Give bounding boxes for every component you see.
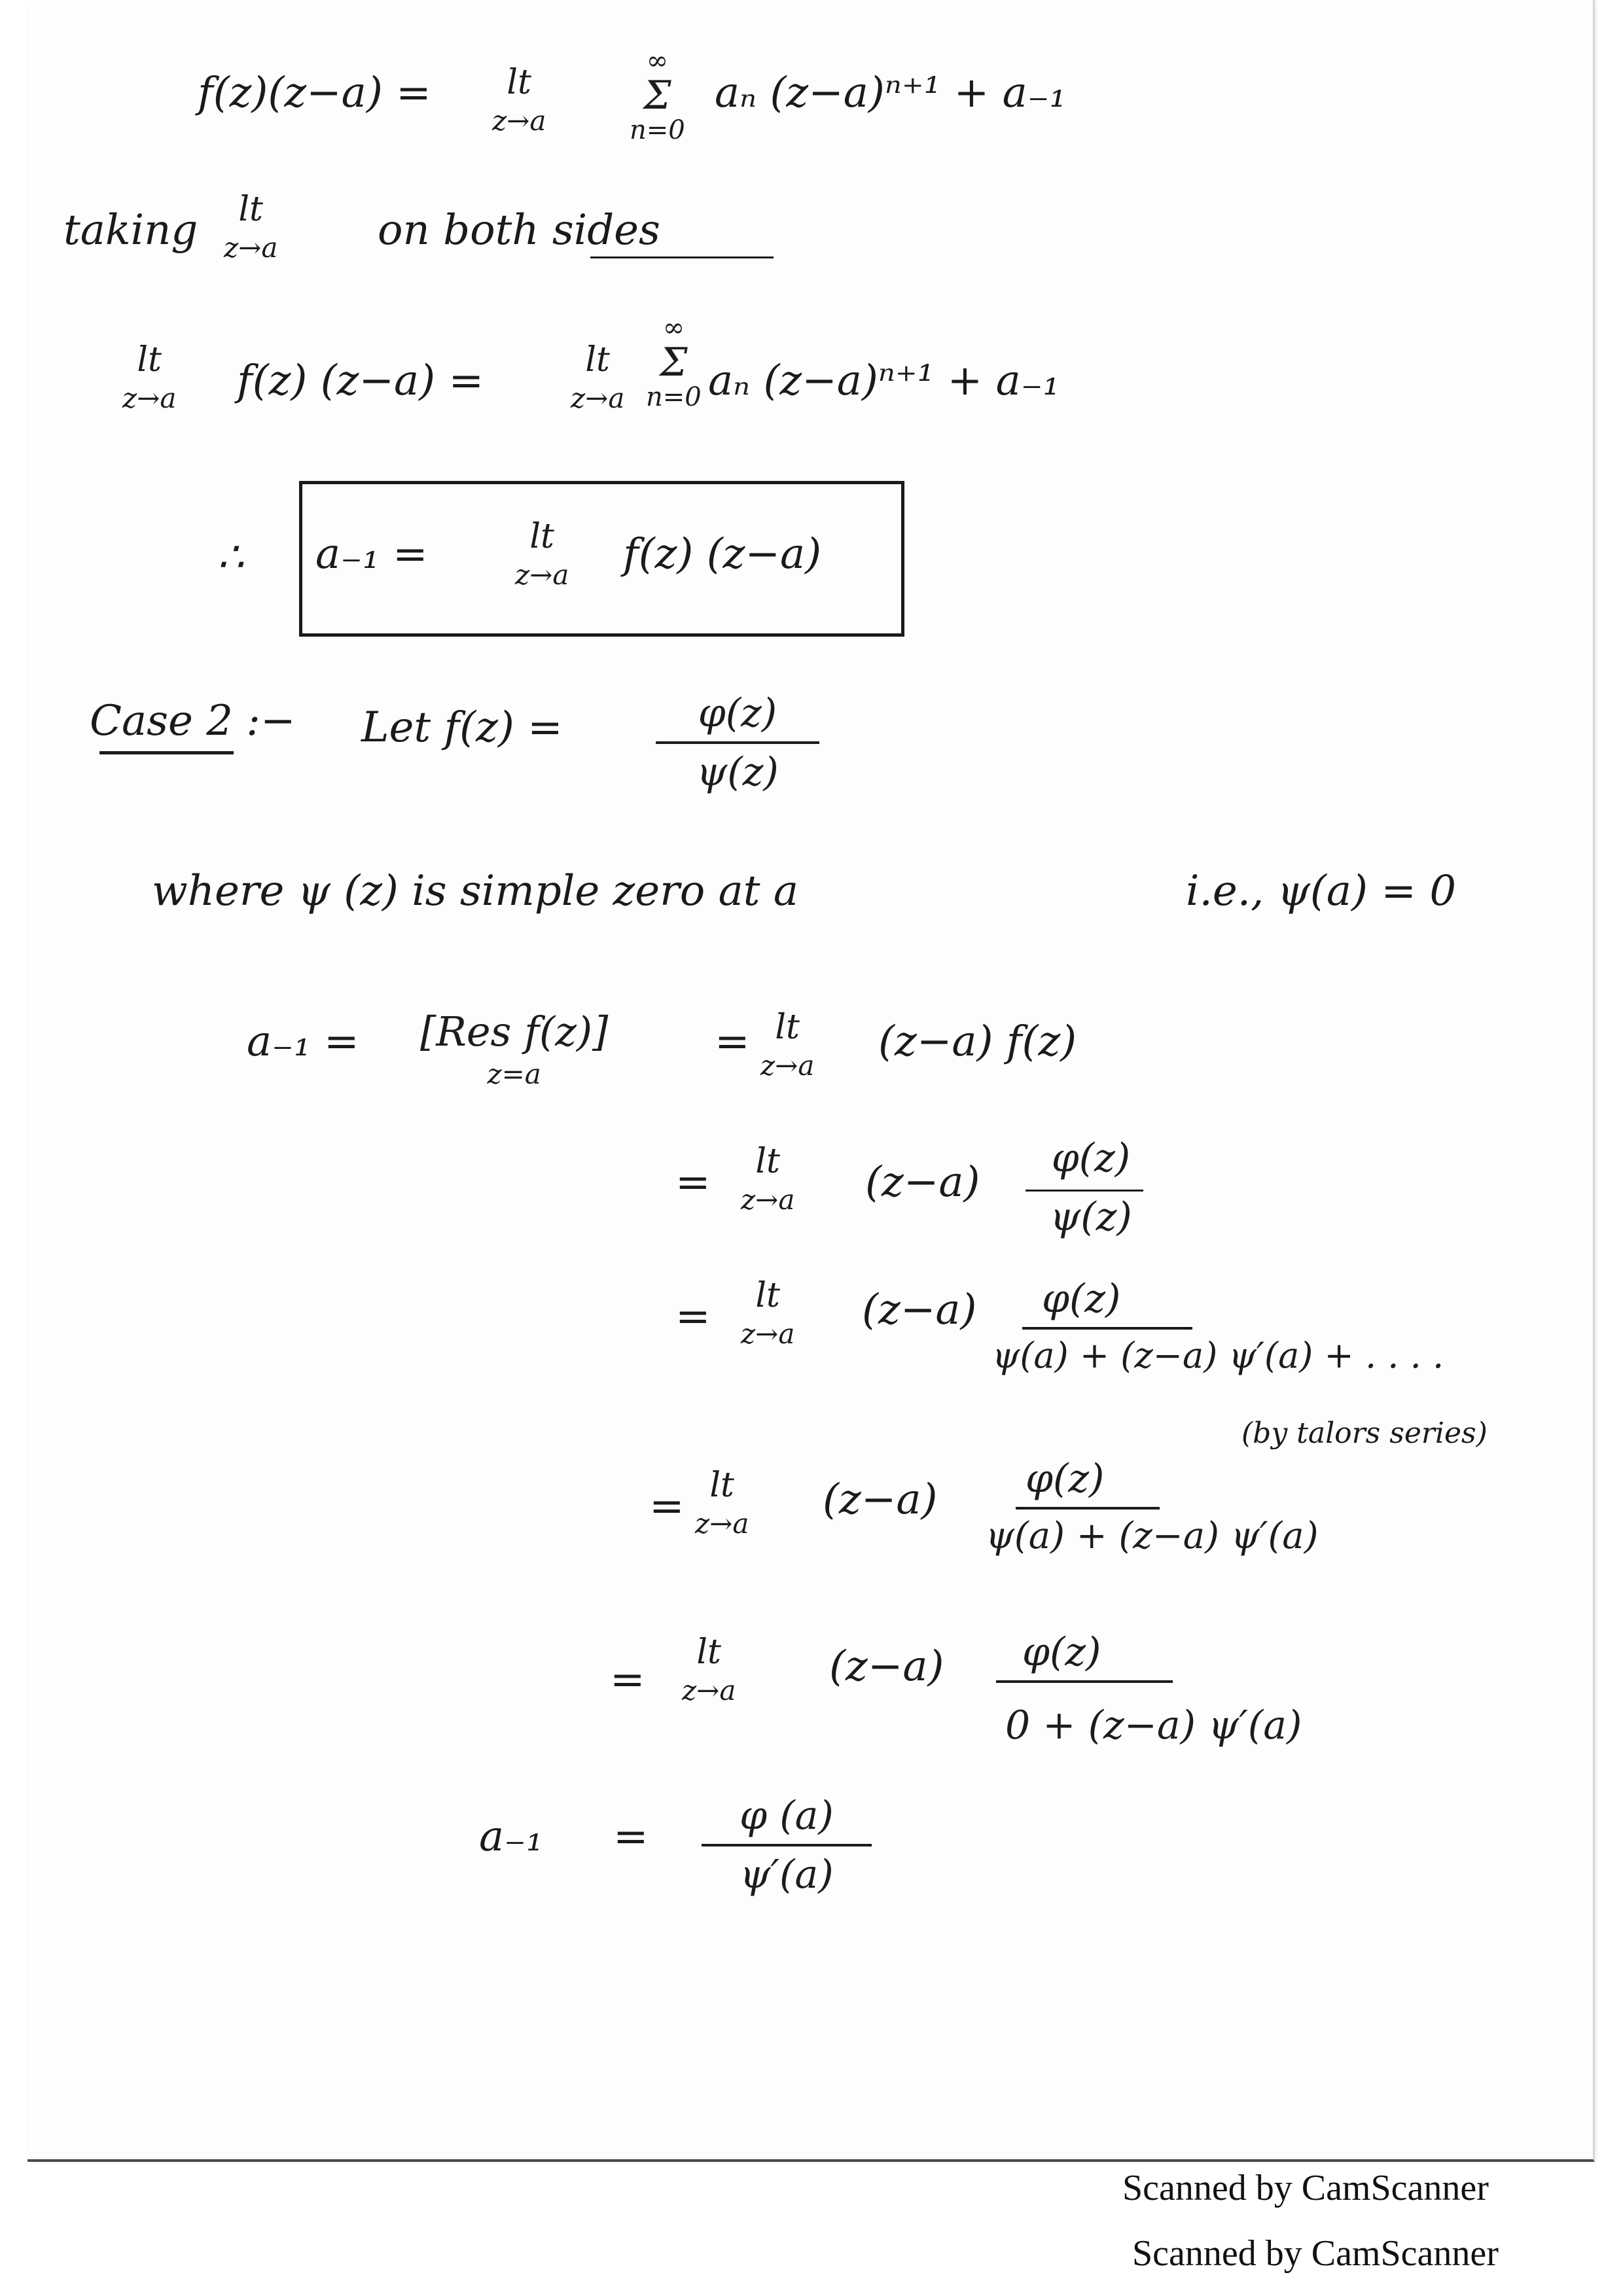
line2-limit	[224, 190, 277, 264]
line1-limit	[492, 63, 546, 137]
notebook-paper	[27, 0, 1595, 2162]
boxed-lhs: a₋₁ =	[315, 530, 428, 578]
fraction-numerator: φ(z)	[698, 690, 777, 736]
sum-upper: ∞	[646, 46, 669, 76]
res-equals: =	[715, 1017, 750, 1066]
limit-subscript: z→a	[760, 1050, 815, 1082]
boxed-limit	[515, 517, 569, 591]
res-rhs: (z−a) f(z)	[878, 1017, 1077, 1066]
step2-fraction	[983, 1276, 1546, 1376]
step3-limit	[695, 1466, 749, 1540]
limit-symbol: lt	[696, 1633, 721, 1672]
ie-text: i.e., ψ(a) = 0	[1186, 867, 1457, 915]
fraction-denominator: ψ′(a)	[740, 1852, 834, 1898]
limit-symbol: lt	[709, 1466, 734, 1505]
final-lhs: a₋₁	[479, 1812, 543, 1861]
step1-limit	[741, 1142, 794, 1216]
step4-fraction	[996, 1629, 1389, 1748]
case2-heading: Case 2 :−	[90, 697, 296, 745]
step4-factor: (z−a)	[829, 1642, 944, 1691]
step2-equals: =	[675, 1292, 711, 1341]
line1-lhs: f(z)(z−a) =	[198, 69, 431, 117]
step2-limit	[741, 1276, 794, 1350]
case2-fraction	[656, 690, 819, 795]
step4-equals: =	[610, 1655, 645, 1704]
limit-symbol: lt	[137, 340, 162, 380]
step3-equals: =	[649, 1482, 685, 1530]
fraction-numerator: φ(z)	[1042, 1276, 1121, 1322]
fraction-numerator: φ(z)	[1022, 1629, 1101, 1675]
res-bracket	[420, 1008, 608, 1090]
residue-subscript: z=a	[487, 1058, 541, 1090]
residue-expression: [Res f(z)]	[420, 1008, 609, 1055]
sum-upper: ∞	[662, 313, 685, 343]
limit-symbol: lt	[775, 1008, 800, 1047]
final-equals: =	[613, 1812, 649, 1861]
step1-factor: (z−a)	[865, 1158, 980, 1207]
sum-symbol: Σ	[643, 73, 671, 118]
sum-symbol: Σ	[660, 340, 688, 385]
fraction-denominator: 0 + (z−a) ψ′(a)	[1005, 1703, 1302, 1748]
fraction-denominator: ψ(z)	[1050, 1194, 1132, 1240]
boxed-rhs: f(z) (z−a)	[623, 530, 822, 578]
limit-subscript: z→a	[492, 105, 546, 137]
step1-equals: =	[675, 1158, 711, 1207]
taylor-series-note: (by talors series)	[1241, 1417, 1488, 1450]
fraction-numerator: φ(z)	[1051, 1135, 1131, 1181]
on-both-sides-underline	[590, 256, 774, 258]
step1-numerator-underline	[1026, 1190, 1143, 1192]
line3-rhs: aₙ (z−a)ⁿ⁺¹ + a₋₁	[708, 357, 1060, 405]
res-lhs: a₋₁ =	[247, 1017, 359, 1066]
limit-symbol: lt	[755, 1276, 780, 1315]
res-limit	[760, 1008, 814, 1082]
step2-factor: (z−a)	[862, 1286, 977, 1334]
fraction-denominator: ψ(a) + (z−a) ψ′(a) + . . . .	[992, 1335, 1444, 1376]
limit-symbol: lt	[585, 340, 610, 380]
limit-subscript: z→a	[224, 232, 278, 264]
limit-symbol: lt	[238, 190, 263, 229]
step4-limit	[682, 1633, 736, 1706]
step3-factor: (z−a)	[823, 1475, 938, 1524]
limit-symbol: lt	[529, 517, 554, 556]
limit-symbol: lt	[755, 1142, 780, 1181]
limit-subscript: z→a	[515, 559, 569, 591]
sum-lower: n=0	[646, 382, 702, 412]
fraction-denominator: ψ(a) + (z−a) ψ′(a)	[986, 1515, 1319, 1557]
line3-limit2	[571, 340, 624, 414]
scanner-watermark-2: Scanned by CamScanner	[1132, 2233, 1499, 2274]
fraction-numerator: φ (a)	[740, 1793, 834, 1839]
final-fraction	[702, 1793, 872, 1898]
fraction-denominator: ψ(z)	[696, 749, 779, 795]
therefore-symbol: ∴	[217, 533, 244, 582]
limit-subscript: z→a	[571, 382, 625, 414]
step1-fraction	[1009, 1135, 1173, 1240]
limit-symbol: lt	[507, 63, 531, 102]
limit-subscript: z→a	[682, 1674, 736, 1706]
line1-summation	[630, 46, 685, 145]
line1-rhs: aₙ (z−a)ⁿ⁺¹ + a₋₁	[715, 69, 1067, 117]
case2-let: Let f(z) =	[361, 703, 563, 752]
fraction-numerator: φ(z)	[1026, 1456, 1105, 1502]
limit-subscript: z→a	[741, 1318, 795, 1350]
limit-subscript: z→a	[695, 1508, 749, 1540]
limit-subscript: z→a	[122, 382, 177, 414]
line3-summation	[646, 313, 702, 412]
taking-text: taking	[63, 206, 198, 255]
scanner-watermark-1: Scanned by CamScanner	[1122, 2168, 1489, 2208]
on-both-sides-text: on both sides	[378, 206, 660, 255]
line3-limit	[122, 340, 176, 414]
case2-underline	[99, 751, 234, 754]
line3-lhs: f(z) (z−a) =	[237, 357, 484, 405]
step3-fraction	[976, 1456, 1435, 1557]
sum-lower: n=0	[630, 115, 685, 145]
where-text: where ψ (z) is simple zero at a	[152, 867, 798, 915]
limit-subscript: z→a	[741, 1184, 795, 1216]
